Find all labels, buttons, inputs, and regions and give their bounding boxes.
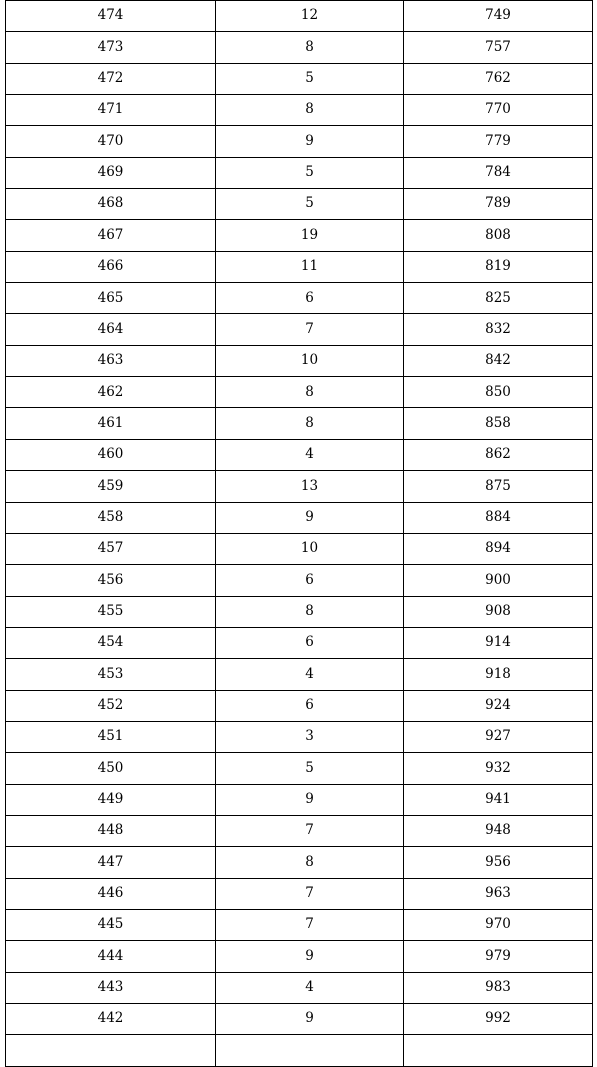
- cumulative-cell: 770: [404, 95, 593, 126]
- score-cell: 474: [6, 1, 216, 32]
- table-row: [6, 1, 593, 32]
- count-cell: 9: [216, 1004, 404, 1035]
- table-row: [6, 377, 593, 408]
- score-cell: 443: [6, 972, 216, 1003]
- cumulative-cell: 875: [404, 471, 593, 502]
- cumulative-cell: 932: [404, 753, 593, 784]
- count-cell: 8: [216, 95, 404, 126]
- table-row: [6, 878, 593, 909]
- score-cell: 456: [6, 565, 216, 596]
- table-row: [6, 815, 593, 846]
- count-cell: 13: [216, 471, 404, 502]
- cumulative-cell: 808: [404, 220, 593, 251]
- table-row: [6, 283, 593, 314]
- cumulative-cell: 979: [404, 941, 593, 972]
- score-cell: 450: [6, 753, 216, 784]
- count-cell: 8: [216, 408, 404, 439]
- score-cell: 454: [6, 627, 216, 658]
- score-cell: 463: [6, 345, 216, 376]
- score-cell: 464: [6, 314, 216, 345]
- score-cell: 471: [6, 95, 216, 126]
- table-row: [6, 847, 593, 878]
- count-cell: 7: [216, 815, 404, 846]
- table-body: [6, 1, 593, 1067]
- cumulative-cell: 819: [404, 251, 593, 282]
- table-row: [6, 502, 593, 533]
- score-cell: 473: [6, 32, 216, 63]
- table-row: [6, 972, 593, 1003]
- cumulative-cell: 779: [404, 126, 593, 157]
- score-cell: 453: [6, 659, 216, 690]
- cumulative-cell: 825: [404, 283, 593, 314]
- score-cell: 457: [6, 533, 216, 564]
- table-row: [6, 408, 593, 439]
- table-row: [6, 909, 593, 940]
- count-cell: 11: [216, 251, 404, 282]
- cumulative-cell: 762: [404, 63, 593, 94]
- table-row: [6, 627, 593, 658]
- cumulative-cell: 832: [404, 314, 593, 345]
- score-cell: 452: [6, 690, 216, 721]
- count-cell: 8: [216, 847, 404, 878]
- count-cell: 6: [216, 565, 404, 596]
- score-cell: 461: [6, 408, 216, 439]
- table-row: [6, 533, 593, 564]
- cumulative-cell: 884: [404, 502, 593, 533]
- cumulative-cell: 924: [404, 690, 593, 721]
- count-cell: 4: [216, 439, 404, 470]
- table-row: [6, 471, 593, 502]
- score-cell: 455: [6, 596, 216, 627]
- score-cell: 447: [6, 847, 216, 878]
- table-row: [6, 220, 593, 251]
- cumulative-cell: 908: [404, 596, 593, 627]
- count-cell: 8: [216, 377, 404, 408]
- cumulative-cell: 862: [404, 439, 593, 470]
- cumulative-cell: 749: [404, 1, 593, 32]
- count-cell: 7: [216, 878, 404, 909]
- table-row: [6, 1004, 593, 1035]
- score-cell: 468: [6, 189, 216, 220]
- cumulative-cell: 757: [404, 32, 593, 63]
- cumulative-cell: 784: [404, 157, 593, 188]
- table-row: [6, 659, 593, 690]
- score-cell: 467: [6, 220, 216, 251]
- table-row: [6, 95, 593, 126]
- score-cell: 459: [6, 471, 216, 502]
- count-cell: 4: [216, 659, 404, 690]
- table-row: [6, 32, 593, 63]
- cumulative-cell: 918: [404, 659, 593, 690]
- score-cell: 449: [6, 784, 216, 815]
- count-cell: 7: [216, 909, 404, 940]
- count-cell: 10: [216, 533, 404, 564]
- table-row: [6, 251, 593, 282]
- count-cell: 9: [216, 941, 404, 972]
- table-row: [6, 345, 593, 376]
- table-row: [6, 189, 593, 220]
- cumulative-cell: 900: [404, 565, 593, 596]
- table-row: [6, 690, 593, 721]
- score-cell: 460: [6, 439, 216, 470]
- score-cell: 472: [6, 63, 216, 94]
- score-cell: 442: [6, 1004, 216, 1035]
- cumulative-cell: 983: [404, 972, 593, 1003]
- count-cell: 9: [216, 502, 404, 533]
- table-row: [6, 157, 593, 188]
- score-table-container: [5, 0, 592, 1067]
- table-row: [6, 565, 593, 596]
- cumulative-cell: 850: [404, 377, 593, 408]
- score-cell: 466: [6, 251, 216, 282]
- table-row: [6, 63, 593, 94]
- cumulative-cell: 842: [404, 345, 593, 376]
- score-distribution-table: [5, 0, 593, 1067]
- table-row: [6, 314, 593, 345]
- table-row: [6, 753, 593, 784]
- cumulative-cell: 963: [404, 878, 593, 909]
- count-cell: 8: [216, 596, 404, 627]
- table-row: [6, 721, 593, 752]
- table-row: [6, 126, 593, 157]
- cumulative-cell: 992: [404, 1004, 593, 1035]
- cumulative-cell: 956: [404, 847, 593, 878]
- score-cell: 446: [6, 878, 216, 909]
- score-cell: 451: [6, 721, 216, 752]
- cumulative-cell: 914: [404, 627, 593, 658]
- score-cell: 469: [6, 157, 216, 188]
- count-cell: 6: [216, 690, 404, 721]
- count-cell: 5: [216, 157, 404, 188]
- count-cell: 10: [216, 345, 404, 376]
- score-cell: 465: [6, 283, 216, 314]
- cumulative-cell: 941: [404, 784, 593, 815]
- cumulative-cell: 927: [404, 721, 593, 752]
- count-cell: 7: [216, 314, 404, 345]
- score-cell: 445: [6, 909, 216, 940]
- count-cell: 6: [216, 283, 404, 314]
- count-cell: 19: [216, 220, 404, 251]
- count-cell: 6: [216, 627, 404, 658]
- count-cell: 3: [216, 721, 404, 752]
- table-row: [6, 784, 593, 815]
- score-cell: 458: [6, 502, 216, 533]
- cumulative-cell: 789: [404, 189, 593, 220]
- score-cell: 470: [6, 126, 216, 157]
- score-cell: 448: [6, 815, 216, 846]
- count-cell: 9: [216, 126, 404, 157]
- count-cell: 9: [216, 784, 404, 815]
- score-cell: 444: [6, 941, 216, 972]
- count-cell: 5: [216, 63, 404, 94]
- score-cell: 462: [6, 377, 216, 408]
- count-cell: 8: [216, 32, 404, 63]
- table-row: [6, 596, 593, 627]
- count-cell: 5: [216, 189, 404, 220]
- cumulative-cell: 858: [404, 408, 593, 439]
- count-cell: 12: [216, 1, 404, 32]
- table-row: [6, 941, 593, 972]
- count-cell: 4: [216, 972, 404, 1003]
- cumulative-cell: 970: [404, 909, 593, 940]
- table-row: [6, 439, 593, 470]
- cumulative-cell: 948: [404, 815, 593, 846]
- count-cell: 5: [216, 753, 404, 784]
- cumulative-cell: 894: [404, 533, 593, 564]
